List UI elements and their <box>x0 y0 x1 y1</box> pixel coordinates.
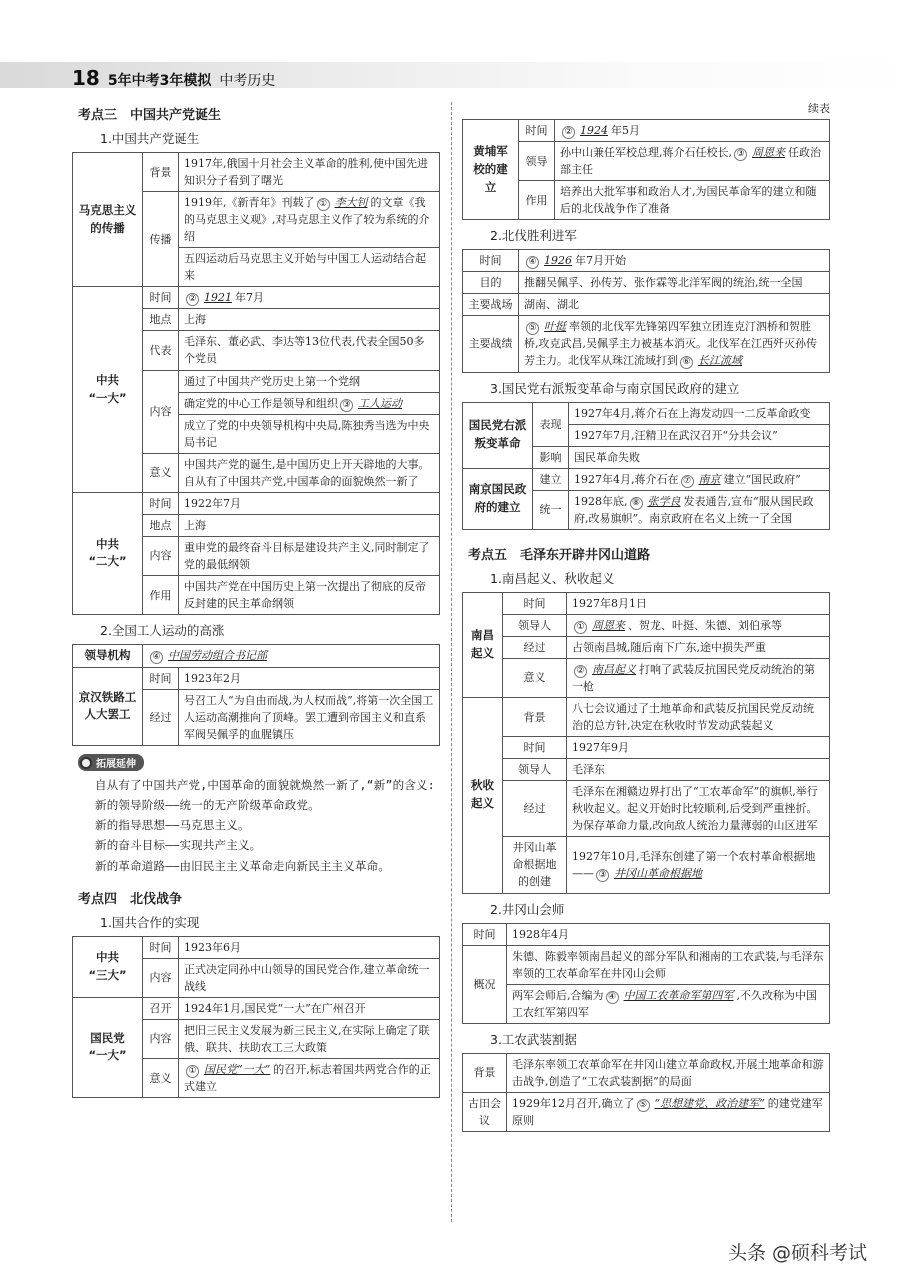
kmt-cpc-cooperation-table <box>72 936 440 1098</box>
blank-number: ④ <box>526 256 539 269</box>
paragraph: 新的奋斗目标——实现共产主义。 <box>95 838 262 853</box>
jinggangshan-meeting-table <box>462 923 830 1024</box>
blank-number: ③ <box>340 399 353 412</box>
continued-label: 续表 <box>808 102 830 115</box>
blank-number: ③ <box>734 148 747 161</box>
cpc-birth-table <box>72 152 440 615</box>
subsection-title: 2.井冈山会师 <box>490 901 565 917</box>
cell-text <box>507 984 830 1023</box>
cell-text <box>555 142 830 181</box>
paragraph: 新的指导思想——马克思主义。 <box>95 818 250 833</box>
tag-label: 拓展延伸 <box>96 759 136 771</box>
row-label: 黄埔军校的建立 <box>463 120 519 220</box>
cell-text <box>567 614 830 636</box>
extension-tag <box>78 754 144 771</box>
answer-text: 国民党“一大” <box>204 1062 271 1076</box>
answer-text: “思想建党、政治建军” <box>654 1096 765 1110</box>
cell-label: 内容 <box>143 1019 179 1058</box>
cell-label: 意义 <box>503 658 567 697</box>
answer-text: 工人运动 <box>358 396 402 410</box>
extension-text <box>72 775 440 876</box>
blank-number: ④ <box>150 651 163 664</box>
cell-label: 经过 <box>503 636 567 658</box>
answer-text: 长江流域 <box>698 354 742 368</box>
cell-label: 背景 <box>463 1053 507 1092</box>
answer-text: 叶挺 <box>544 320 566 334</box>
cell-text: 中国共产党的诞生,是中国历史上开天辟地的大事。自从有了中国共产党,中国革命的面貌焕然一新了 <box>179 453 440 492</box>
page-number: 18 <box>72 66 100 90</box>
cell-text: 1927年4月,蒋介石在上海发动四一二反革命政变 <box>569 402 830 424</box>
cell-label: 概况 <box>463 945 507 1023</box>
answer-text: 1924 <box>580 124 608 137</box>
answer-text: 1926 <box>544 254 572 268</box>
cell-text: 1928年4月 <box>507 923 830 945</box>
cell-label: 主要战绩 <box>463 316 519 372</box>
subsection-title: 1.国共合作的实现 <box>100 914 200 930</box>
cell-text <box>519 250 830 272</box>
cell-text: 毛泽东在湘赣边界打出了“工农革命军”的旗帜,举行秋收起义。起义开始时比较顺利,后受到严重挫折。为保存革命力量,改向敌人统治力量薄弱的山区进军 <box>567 781 830 837</box>
nanjing-government-table <box>462 402 830 530</box>
text-span: 、贺龙、叶挺、朱德、刘伯承等 <box>628 618 782 632</box>
labor-movement-table <box>72 644 440 746</box>
cell-label: 内容 <box>143 958 179 997</box>
label-line: 国民党 <box>90 1030 125 1045</box>
paragraph: 新的领导阶级——统一的无产阶级革命政党。 <box>95 798 320 813</box>
cell-text: 上海 <box>179 514 440 536</box>
whampoa-table <box>462 119 830 220</box>
cell-text: 八七会议通过了土地革命和武装反抗国民党反动统治的总方针,决定在秋收时节发动武装起义 <box>567 698 830 737</box>
blank-number: ④ <box>606 991 619 1004</box>
row-label: 南昌起义 <box>463 592 503 697</box>
cell-text: 湖南、湖北 <box>519 294 830 316</box>
text-span: ,不久改称为中国工农红军第四军 <box>512 988 817 1019</box>
cell-label: 影响 <box>533 446 569 468</box>
paragraph: 自从有了中国共产党,中国革命的面貌就焕然一新了,“新”的含义: <box>95 778 435 793</box>
answer-text: 南昌起义 <box>592 662 636 676</box>
cell-label: 建立 <box>533 468 569 490</box>
label-line: 中共 <box>96 372 119 387</box>
cell-text: 重申党的最终奋斗目标是建设共产主义,同时制定了党的最低纲领 <box>179 536 440 575</box>
label-line: 中共 <box>96 949 119 964</box>
cell-text <box>567 658 830 697</box>
cell-text <box>179 1058 440 1097</box>
label-line: “三大” <box>88 967 127 982</box>
cell-label: 作用 <box>143 575 179 614</box>
answer-text: 井冈山革命根据地 <box>614 866 702 880</box>
cell-text <box>569 468 830 490</box>
cell-text: 朱德、陈毅率领南昌起义的部分军队和湘南的工农武装,与毛泽东率领的工农革命军在井冈山会师 <box>507 945 830 984</box>
blank-number: ⑤ <box>526 322 539 335</box>
cell-label: 领导 <box>519 142 555 181</box>
cell-text <box>569 490 830 529</box>
text-span: 年7月开始 <box>575 254 626 268</box>
cell-text: 1923年2月 <box>179 667 440 689</box>
cell-text: 通过了中国共产党历史上第一个党纲 <box>179 370 440 392</box>
cell-text: 推翻吴佩孚、孙传芳、张作霖等北洋军阀的统治,统一全国 <box>519 272 830 294</box>
cell-label: 内容 <box>143 536 179 575</box>
cell-label: 时间 <box>143 936 179 958</box>
text-span: 率领的北伐军先锋第四军独立团连克汀泗桥和贺胜桥,攻克武昌,吴佩孚主力被基本消灭。北伐军在江西歼灭孙传芳主力。北伐军从珠江流域打到 <box>524 320 817 368</box>
cell-label: 地点 <box>143 309 179 331</box>
cell-text: 中国共产党在中国历史上第一次提出了彻底的反帝反封建的民主革命纲领 <box>179 575 440 614</box>
cell-label: 古田会议 <box>463 1092 507 1131</box>
text-span: 的建党建军原则 <box>512 1096 823 1127</box>
cell-text: 毛泽东率领工农革命军在井冈山建立革命政权,开展土地革命和游击战争,创造了“工农武装割据”的局面 <box>507 1053 830 1092</box>
watermark: 头条 @硕科考试 <box>728 1242 868 1264</box>
cell-label: 内容 <box>143 370 179 453</box>
cell-label: 时间 <box>143 492 179 514</box>
cell-text <box>179 287 440 309</box>
bulb-icon <box>80 757 92 769</box>
armed-separatism-table <box>462 1053 830 1132</box>
blank-number: ② <box>574 665 587 678</box>
cell-label: 时间 <box>503 592 567 614</box>
cell-text: 五四运动后马克思主义开始与中国工人运动结合起来 <box>179 248 440 287</box>
row-label: 京汉铁路工人大罢工 <box>73 667 143 745</box>
cell-label: 目的 <box>463 272 519 294</box>
cell-label: 背景 <box>143 153 179 192</box>
answer-text: 1921 <box>204 291 232 305</box>
row-label <box>73 997 143 1097</box>
left-column <box>72 100 440 1098</box>
blank-number: ① <box>574 621 587 634</box>
cell-label: 代表 <box>143 331 179 370</box>
subsection-title: 3.国民党右派叛变革命与南京国民政府的建立 <box>490 380 740 396</box>
northern-expedition-table <box>462 249 830 372</box>
blank-number: ③ <box>596 869 609 882</box>
answer-text: 张学良 <box>647 494 681 508</box>
subsection-title: 1.南昌起义、秋收起义 <box>490 570 615 586</box>
answer-text: 中国工农革命军第四军 <box>623 988 734 1002</box>
cell-text: 1917年,俄国十月社会主义革命的胜利,使中国先进知识分子看到了曙光 <box>179 153 440 192</box>
label-line: 中共 <box>96 536 119 551</box>
cell-label: 井冈山革命根据地的创建 <box>503 837 567 893</box>
page-header <box>72 66 275 90</box>
cell-text: 1922年7月 <box>179 492 440 514</box>
cell-text <box>179 392 440 414</box>
cell-text <box>507 1092 830 1131</box>
subsection-title: 2.北伐胜利进军 <box>490 228 577 244</box>
cell-text: 占领南昌城,随后南下广东,途中损失严重 <box>567 636 830 658</box>
text-span: 的文章《我的马克思主义观》,对马克思主义作了较为系统的介绍 <box>184 196 430 244</box>
cell-label: 时间 <box>143 667 179 689</box>
cell-text <box>567 837 830 893</box>
cell-label: 时间 <box>143 287 179 309</box>
blank-number: ① <box>186 1065 199 1078</box>
blank-number: ⑤ <box>637 1099 650 1112</box>
cell-label: 时间 <box>519 120 555 142</box>
cell-text: 正式决定同孙中山领导的国民党合作,建立革命统一战线 <box>179 958 440 997</box>
answer-text: 周恩来 <box>592 618 625 632</box>
cell-label: 主要战场 <box>463 294 519 316</box>
answer-text: 南京 <box>698 472 721 486</box>
blank-number: ① <box>317 198 330 211</box>
cell-text <box>519 316 830 372</box>
row-label <box>73 492 143 614</box>
cell-label: 背景 <box>503 698 567 737</box>
text-span: 1928年底, <box>574 494 628 508</box>
label-line: “一大” <box>88 1048 127 1063</box>
text-span: 两军会师后,合编为 <box>512 988 604 1002</box>
text-span: 确定党的中心工作是领导和组织 <box>184 396 338 410</box>
text-span: 年7月 <box>235 291 264 305</box>
text-span: 任政治部主任 <box>560 146 821 177</box>
blank-number: ② <box>186 293 199 306</box>
cell-label: 传播 <box>143 192 179 287</box>
label-line: “一大” <box>88 390 127 405</box>
cell-label: 意义 <box>143 1058 179 1097</box>
cell-label: 时间 <box>463 923 507 945</box>
row-label: 马克思主义的传播 <box>73 153 143 287</box>
column-divider <box>451 102 452 1222</box>
section-title: 考点五 毛泽东开辟井冈山道路 <box>468 547 651 563</box>
answer-text: 周恩来 <box>752 146 785 160</box>
cell-text <box>179 192 440 248</box>
cell-label: 作用 <box>519 181 555 220</box>
text-span: 发表通告,宣布“服从国民政府,改易旗帜”。南京政府在名义上统一了全国 <box>574 494 814 525</box>
blank-number: ⑦ <box>681 475 694 488</box>
cell-text: 培养出大批军事和政治人才,为国民革命军的建立和随后的北伐战争作了准备 <box>555 181 830 220</box>
cell-label: 经过 <box>503 781 567 837</box>
text-span: 建立“国民政府” <box>723 472 801 486</box>
text-span: 1927年10月,毛泽东创建了第一个农村革命根据地—— <box>572 849 816 880</box>
subsection-title: 3.工农武装割据 <box>490 1031 577 1047</box>
text-span: 年5月 <box>611 124 640 137</box>
cell-text: 成立了党的中央领导机构中央局,陈独秀当选为中央局书记 <box>179 414 440 453</box>
cell-label: 表现 <box>533 402 569 446</box>
text-span: 1927年4月,蒋介石在 <box>574 472 679 486</box>
text-span: 1919年,《新青年》刊载了 <box>184 196 315 210</box>
cell-text <box>143 645 440 668</box>
cell-label: 统一 <box>533 490 569 529</box>
cell-text: 毛泽东 <box>567 759 830 781</box>
uprisings-table <box>462 592 830 894</box>
text-span: 孙中山兼任军校总理,蒋介石任校长, <box>560 146 732 160</box>
row-label <box>73 936 143 997</box>
cell-text <box>555 120 830 142</box>
row-label: 国民党右派叛变革命 <box>463 402 533 468</box>
row-label <box>73 287 143 492</box>
book-title: 5年中考3年模拟 <box>107 73 212 89</box>
right-column <box>462 100 830 1132</box>
cell-text: 1927年9月 <box>567 737 830 759</box>
answer-text: 李大钊 <box>334 196 368 210</box>
blank-number: ⑧ <box>630 497 643 510</box>
cell-label: 领导人 <box>503 759 567 781</box>
subsection-title: 2.全国工人运动的高涨 <box>100 623 225 639</box>
text-span: 的召开,标志着国共两党合作的正式建立 <box>184 1062 431 1094</box>
blank-number: ⑥ <box>680 356 693 369</box>
cell-text: 上海 <box>179 309 440 331</box>
section-title: 考点四 北伐战争 <box>78 891 183 907</box>
blank-number: ② <box>562 126 575 139</box>
cell-text: 1927年7月,汪精卫在武汉召开“分共会议” <box>569 424 830 446</box>
cell-text: 1927年8月1日 <box>567 592 830 614</box>
paragraph: 新的革命道路——由旧民主主义革命走向新民主主义革命。 <box>95 858 391 873</box>
cell-label: 经过 <box>143 689 179 745</box>
cell-text: 1923年6月 <box>179 936 440 958</box>
text-span: 打响了武装反抗国民党反动统治的第一枪 <box>572 662 815 693</box>
row-label: 南京国民政府的建立 <box>463 468 533 529</box>
subject-title: 中考历史 <box>219 73 276 89</box>
answer-text: 中国劳动组合书记部 <box>168 649 267 663</box>
section-title: 考点三 中国共产党诞生 <box>78 108 222 123</box>
label-line: “二大” <box>88 554 127 569</box>
row-label: 秋收起义 <box>463 698 503 893</box>
cell-text: 1924年1月,国民党“一大”在广州召开 <box>179 997 440 1019</box>
cell-label: 时间 <box>503 737 567 759</box>
cell-label: 意义 <box>143 453 179 492</box>
cell-label: 时间 <box>463 250 519 272</box>
cell-label: 领导人 <box>503 614 567 636</box>
cell-text: 毛泽东、董必武、李达等13位代表,代表全国50多个党员 <box>179 331 440 370</box>
cell-text: 把旧三民主义发展为新三民主义,在实际上确定了联俄、联共、扶助农工三大政策 <box>179 1019 440 1058</box>
cell-label: 召开 <box>143 997 179 1019</box>
cell-label: 地点 <box>143 514 179 536</box>
row-label: 领导机构 <box>73 645 143 668</box>
cell-text: 国民革命失败 <box>569 446 830 468</box>
subsection-title: 1.中国共产党诞生 <box>100 131 200 146</box>
text-span: 1929年12月召开,确立了 <box>512 1096 635 1110</box>
cell-text: 号召工人“为自由而战,为人权而战”,将第一次全国工人运动高潮推向了顶峰。罢工遭到帝国主义和直系军阀吴佩孚的血腥镇压 <box>179 689 440 745</box>
